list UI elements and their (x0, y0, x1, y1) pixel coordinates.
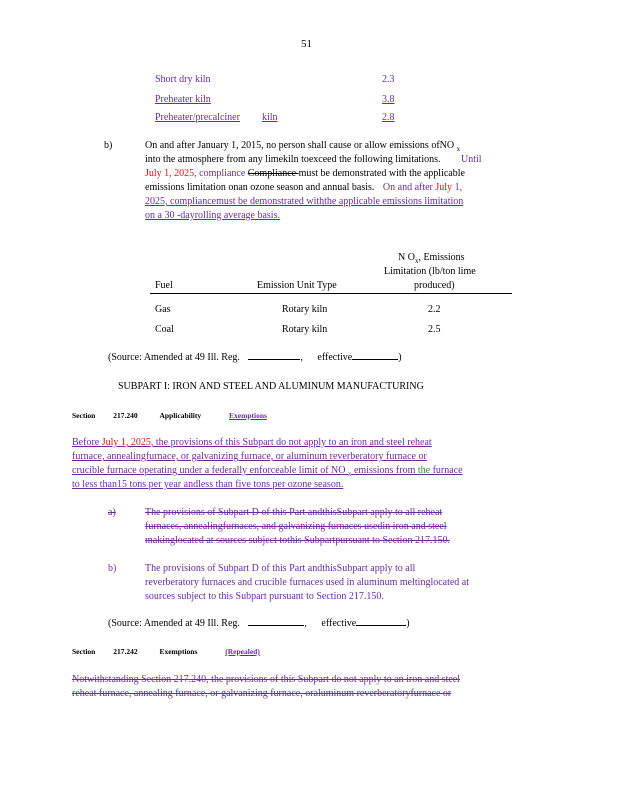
text-run-inserted: 1, (452, 182, 463, 193)
paragraph-label: b) (104, 140, 113, 151)
subscript: x (347, 470, 352, 478)
column-header-emission-unit: Emission Unit Type (257, 280, 337, 291)
text-run-inserted: emissions from (351, 465, 418, 476)
paragraph-line: The provisions of Subpart D of this Part andthisSubpart apply to all reheat (145, 507, 443, 518)
source-note (108, 352, 402, 363)
paragraph-line: to less than15 tons per year andless than five tons per ozone season. (72, 479, 344, 490)
paragraph-line (72, 465, 463, 478)
table-rule (150, 293, 512, 294)
paragraph-line: reverberatory furnaces and crucible furnaces used in aluminum meltinglocated at (145, 577, 470, 588)
source-note (108, 618, 410, 629)
text-run-inserted: furnace (430, 465, 463, 476)
close-paren: ) (406, 618, 410, 629)
table-header (398, 252, 465, 265)
table-cell-fuel: Gas (155, 304, 171, 315)
kiln-row-name: Preheater/precalciner (155, 112, 240, 123)
paragraph-line (145, 168, 465, 179)
text-run-inserted: Until (461, 154, 482, 165)
section-title-inserted: Exemptions (229, 411, 267, 420)
paragraph-line (145, 182, 462, 193)
subscript: x (414, 257, 419, 265)
kiln-row-name: Short dry kiln (155, 74, 211, 85)
text-run: On and after January 1, 2015, no person shall cause or allow emissions ofNO (145, 140, 457, 151)
section-number: 217.242 (113, 647, 138, 656)
section-heading (72, 411, 277, 420)
text-run-inserted: On and after (382, 182, 436, 193)
paragraph-line (145, 154, 482, 165)
kiln-row-name: Preheater kiln (155, 94, 211, 105)
kiln-row-name-2: kiln (262, 112, 278, 123)
page-number: 51 (301, 38, 312, 50)
paragraph-line: sources subject to this Subpart pursuant to Section 217.150. (145, 591, 384, 602)
kiln-row-value: 2.8 (382, 112, 395, 123)
section-title: Exemptions (159, 647, 198, 656)
text-run-inserted: the provisions of this Subpart do not apply to an iron and steel reheat (153, 437, 432, 448)
source-text: (Source: Amended at 49 Ill. Reg. (108, 352, 240, 363)
blank-line (248, 625, 304, 626)
blank-line (352, 359, 398, 360)
text-run: emissions limitation onan ozone season and annual basis. (145, 182, 375, 193)
blank-line (356, 625, 406, 626)
paragraph-line: reheat furnace, annealing furnace, or galvanizing furnace, oraluminum reverberatoryfurnace or (72, 688, 452, 699)
source-effective: effective (317, 352, 353, 363)
paragraph-line: Notwithstanding Section 217.240, the provisions of this Subpart do not apply to an iron and steel (72, 674, 461, 685)
text-run-deleted: Compliance (247, 168, 299, 179)
paragraph-line: furnace, annealingfurnace, or galvanizing furnace, or aluminum reverberatory furnace or (72, 451, 427, 462)
table-cell-fuel: Coal (155, 324, 174, 335)
table-cell-type: Rotary kiln (282, 304, 328, 315)
paragraph-line: 2025, compliancemust be demonstrated withthe applicable emissions limitation (145, 196, 464, 207)
text-run-inserted: crucible furnace operating under a federally enforceable limit of NO (72, 465, 348, 476)
comma: , (304, 618, 307, 629)
paragraph-label: b) (108, 563, 117, 574)
column-header-fuel: Fuel (155, 280, 173, 291)
source-text: (Source: Amended at 49 Ill. Reg. (108, 618, 240, 629)
header-text: , Emissions (418, 252, 465, 263)
section-label: Section (72, 647, 96, 656)
subpart-title: SUBPART I: IRON AND STEEL AND ALUMINUM MANUFACTURING (118, 381, 424, 392)
section-number: 217.240 (113, 411, 138, 420)
source-effective: effective (321, 618, 357, 629)
text-run-inserted: Before (72, 437, 102, 448)
paragraph-line (145, 140, 460, 153)
text-run-inserted: July (435, 182, 453, 193)
text-run: into the atmosphere from any limekiln toexceed the following limitations. (145, 154, 441, 165)
header-text: N O (398, 252, 415, 263)
paragraph-line: makinglocated at sources subject tothis Subpartpursuant to Section 217.150. (145, 535, 450, 546)
table-header: produced) (414, 280, 455, 291)
close-paren: ) (398, 352, 402, 363)
comma: , (300, 352, 303, 363)
subscript: x (456, 145, 461, 153)
paragraph-line: furnaces, annealingfurnaces, and galvanizing furnaces usedin iron and steel (145, 521, 447, 532)
section-title-inserted: (Repealed) (225, 647, 260, 656)
table-header: Limitation (lb/ton lime (384, 266, 476, 277)
table-cell-value: 2.5 (428, 324, 441, 335)
section-heading (72, 647, 270, 656)
text-run-inserted: July 1, 2025, (145, 168, 197, 179)
text-run: must be demonstrated with the applicable (298, 168, 465, 179)
blank-line (248, 359, 300, 360)
kiln-row-value: 2.3 (382, 74, 395, 85)
paragraph-line (72, 437, 432, 448)
paragraph-line: The provisions of Subpart D of this Part andthisSubpart apply to all (145, 563, 416, 574)
kiln-row-value: 3.8 (382, 94, 395, 105)
table-cell-value: 2.2 (428, 304, 441, 315)
section-label: Section (72, 411, 96, 420)
text-run-inserted: compliance (196, 168, 248, 179)
paragraph-label: a) (108, 507, 116, 518)
paragraph-line: on a 30 -dayrolling average basis. (145, 210, 280, 221)
table-cell-type: Rotary kiln (282, 324, 328, 335)
section-title: Applicability (159, 411, 202, 420)
text-run-inserted: the (417, 465, 431, 476)
text-run-inserted: July 1, 2025, (101, 437, 154, 448)
